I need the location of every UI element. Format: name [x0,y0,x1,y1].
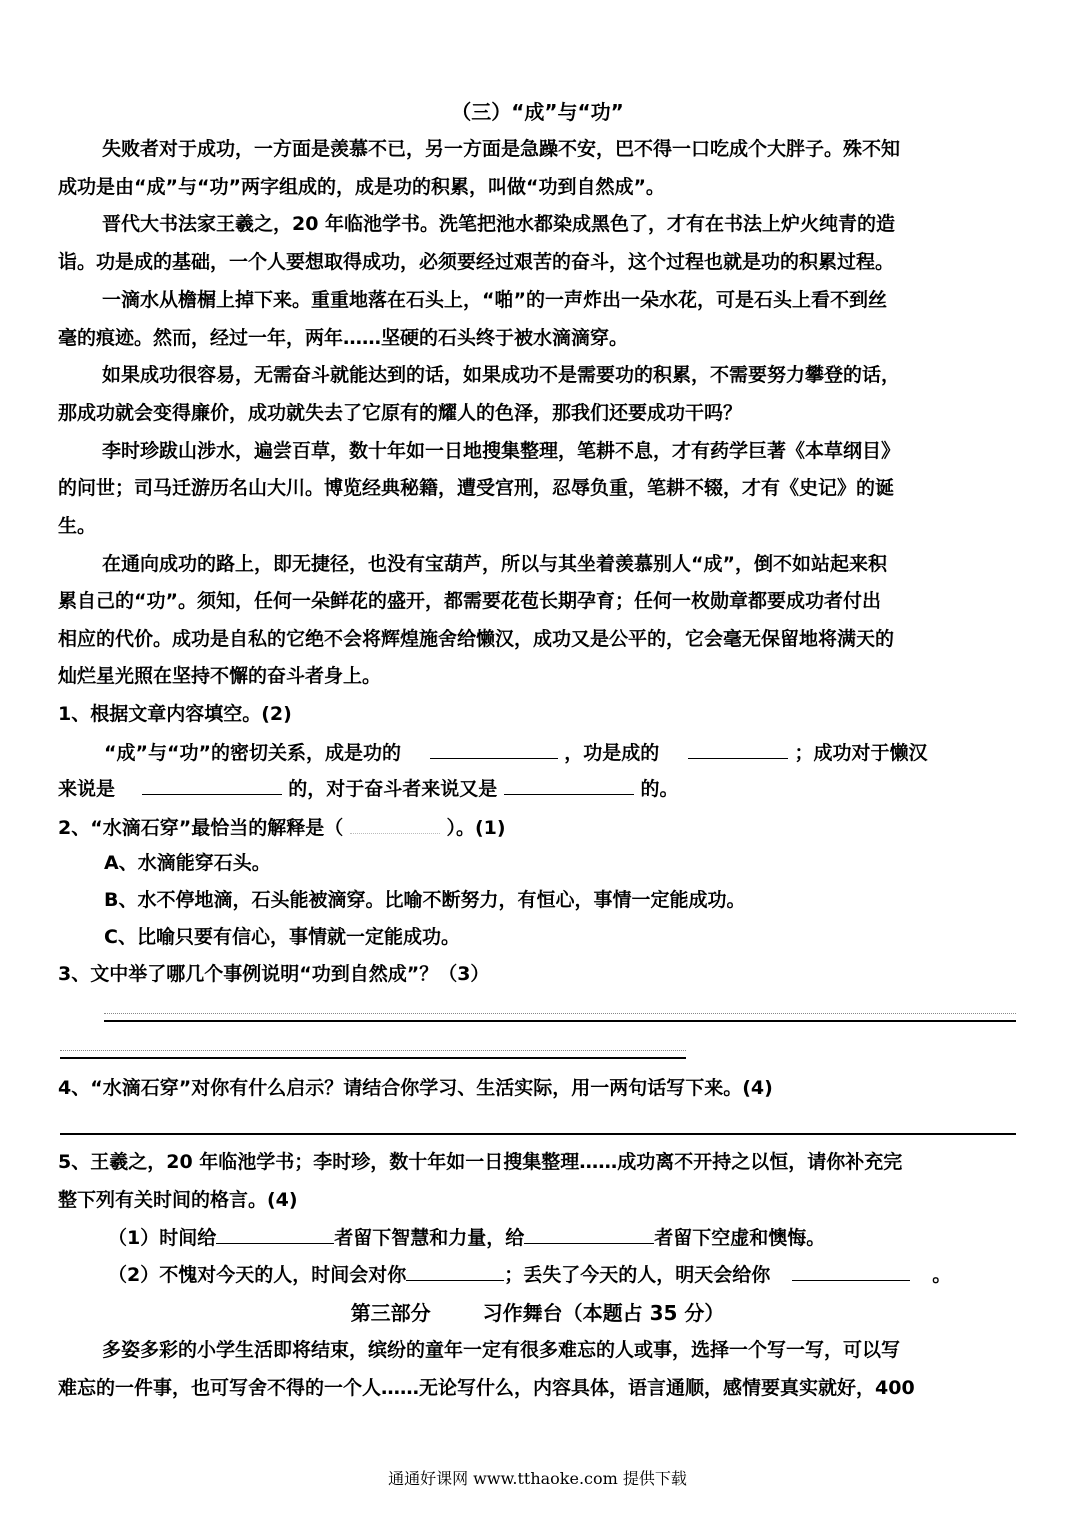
section-name: 习作舞台（本题占 35 分） [482,1301,725,1325]
paragraph-6-line-4: 灿烂星光照在坚持不懈的奋斗者身上。 [58,665,382,687]
section-heading [0,1297,1075,1326]
q1-text-c: ；成功对于懒汉 [794,742,928,764]
paragraph-5-line-3: 生。 [58,515,97,537]
paragraph-3-line-2: 毫的痕迹。然而，经过一年，两年……坚硬的石头终于被水滴滴穿。 [58,327,629,349]
q2-option-c: C、比喻只要有信心，事情就一定能成功。 [104,926,460,948]
essay-prompt-line-1: 多姿多彩的小学生活即将结束，缤纷的童年一定有很多难忘的人或事，选择一个写一写，可以写 [102,1339,901,1361]
q1-blank-3[interactable] [142,776,282,795]
paragraph-4-line-1: 如果成功很容易，无需奋斗就能达到的话，如果成功不是需要功的积累，不需要努力攀登的话， [102,364,901,386]
q5-blank-1[interactable] [216,1225,334,1244]
q2-text-b: ）。(1) [446,817,506,839]
question-5-line-1: 5、王羲之，20 年临池学书；李时珍，数十年如一日搜集整理……成功离不开持之以恒，请你补充完 [58,1151,903,1173]
q5-saying-1 [108,1225,1068,1250]
q5-s2-text-b: ；丢失了今天的人，明天会给你 [504,1264,771,1286]
paragraph-4-line-2: 那成功就会变得廉价，成功就失去了它原有的耀人的色泽，那我们还要成功干吗？ [58,402,743,424]
paragraph-2-line-2: 诣。功是成的基础，一个人要想取得成功，必须要经过艰苦的奋斗，这个过程也就是功的积累过程。 [58,251,895,273]
paragraph-6-line-3: 相应的代价。成功是自私的它绝不会将辉煌施舍给懒汉，成功又是公平的，它会毫无保留地将满天的 [58,628,895,650]
q3-dotted-guide-2 [60,1050,686,1051]
paragraph-3-line-1: 一滴水从檐榍上掉下来。重重地落在石头上，“啪”的一声炸出一朵水花，可是石头上看不到丝 [102,289,887,311]
paragraph-5-line-1: 李时珍跋山涉水，遍尝百草，数十年如一日地搜集整理，笔耕不息，才有药学巨著《本草纲目》 [102,440,901,462]
q1-text-a: “成”与“功”的密切关系，成是功的 [104,742,401,764]
passage-title: （三）“成”与“功” [451,100,624,124]
q1-blank-4[interactable] [504,776,634,795]
q5-blank-3[interactable] [406,1262,504,1281]
q5-saying-2 [108,1262,1068,1287]
question-1-label: 1、根据文章内容填空。(2) [58,703,292,725]
q1-blank-2[interactable] [688,740,788,759]
q5-s2-text-c: 。 [932,1264,952,1286]
paragraph-2-line-1: 晋代大书法家王羲之，20 年临池学书。洗笔把池水都染成黑色了，才有在书法上炉火纯青的造 [102,213,896,235]
q5-blank-4[interactable] [792,1262,910,1281]
q2-text-a: 2、“水滴石穿”最恰当的解释是（ [58,817,344,839]
question-4-label: 4、“水滴石穿”对你有什么启示？请结合你学习、生活实际，用一两句话写下来。(4) [58,1077,773,1099]
q5-s1-text-b: 者留下智慧和力量，给 [334,1227,525,1249]
q2-answer-slot[interactable] [350,815,440,834]
paragraph-1-line-2: 成功是由“成”与“功”两字组成的，成是功的积累，叫做“功到自然成”。 [58,176,665,198]
q2-option-b: B、水不停地滴，石头能被滴穿。比喻不断努力，有恒心，事情一定能成功。 [104,889,746,911]
q5-s1-text-c: 者留下空虚和懊悔。 [654,1227,826,1249]
q3-answer-line-1[interactable] [104,1020,1016,1022]
q1-text-d: 来说是 [58,778,116,800]
q3-dotted-guide-1 [104,1013,1016,1014]
section-part: 第三部分 [350,1301,431,1325]
paragraph-6-line-2: 累自己的“功”。须知，任何一朵鲜花的盛开，都需要花苞长期孕育；任何一枚勋章都要成功者付出 [58,590,881,612]
paragraph-5-line-2: 的问世；司马迁游历名山大川。博览经典秘籍，遭受宫刑，忍辱负重，笔耕不辍，才有《史记》的诞 [58,477,895,499]
q1-text-b: ，功是成的 [564,742,660,764]
q4-answer-line[interactable] [60,1133,1016,1135]
q3-answer-line-2[interactable] [60,1057,686,1059]
question-1-line-2 [58,776,1018,801]
footer-source: 通通好课网 www.tthaoke.com 提供下载 [388,1469,687,1488]
q5-s1-text-a: （1）时间给 [108,1227,217,1249]
q2-option-a: A、水滴能穿石头。 [104,852,271,874]
q1-blank-1[interactable] [430,740,558,759]
question-3-label: 3、文中举了哪几个事例说明“功到自然成”？（3） [58,963,490,985]
question-2-label [58,815,1018,840]
essay-prompt-line-2: 难忘的一件事，也可写舍不得的一个人……无论写什么，内容具体，语言通顺，感情要真实就好，400 [58,1377,915,1399]
q1-text-f: 的。 [640,778,679,800]
paragraph-6-line-1: 在通向成功的路上，即无捷径，也没有宝葫芦，所以与其坐着羡慕别人“成”，倒不如站起来积 [102,553,887,575]
question-5-line-2: 整下列有关时间的格言。(4) [58,1189,298,1211]
paragraph-1-line-1: 失败者对于成功，一方面是羡慕不已，另一方面是急躁不安，巴不得一口吃成个大胖子。殊不知 [102,138,901,160]
q1-text-e: 的，对于奋斗者来说又是 [288,778,498,800]
q5-s2-text-a: （2）不愧对今天的人，时间会对你 [108,1264,407,1286]
q5-blank-2[interactable] [524,1225,654,1244]
question-1-line-1 [104,740,1064,765]
